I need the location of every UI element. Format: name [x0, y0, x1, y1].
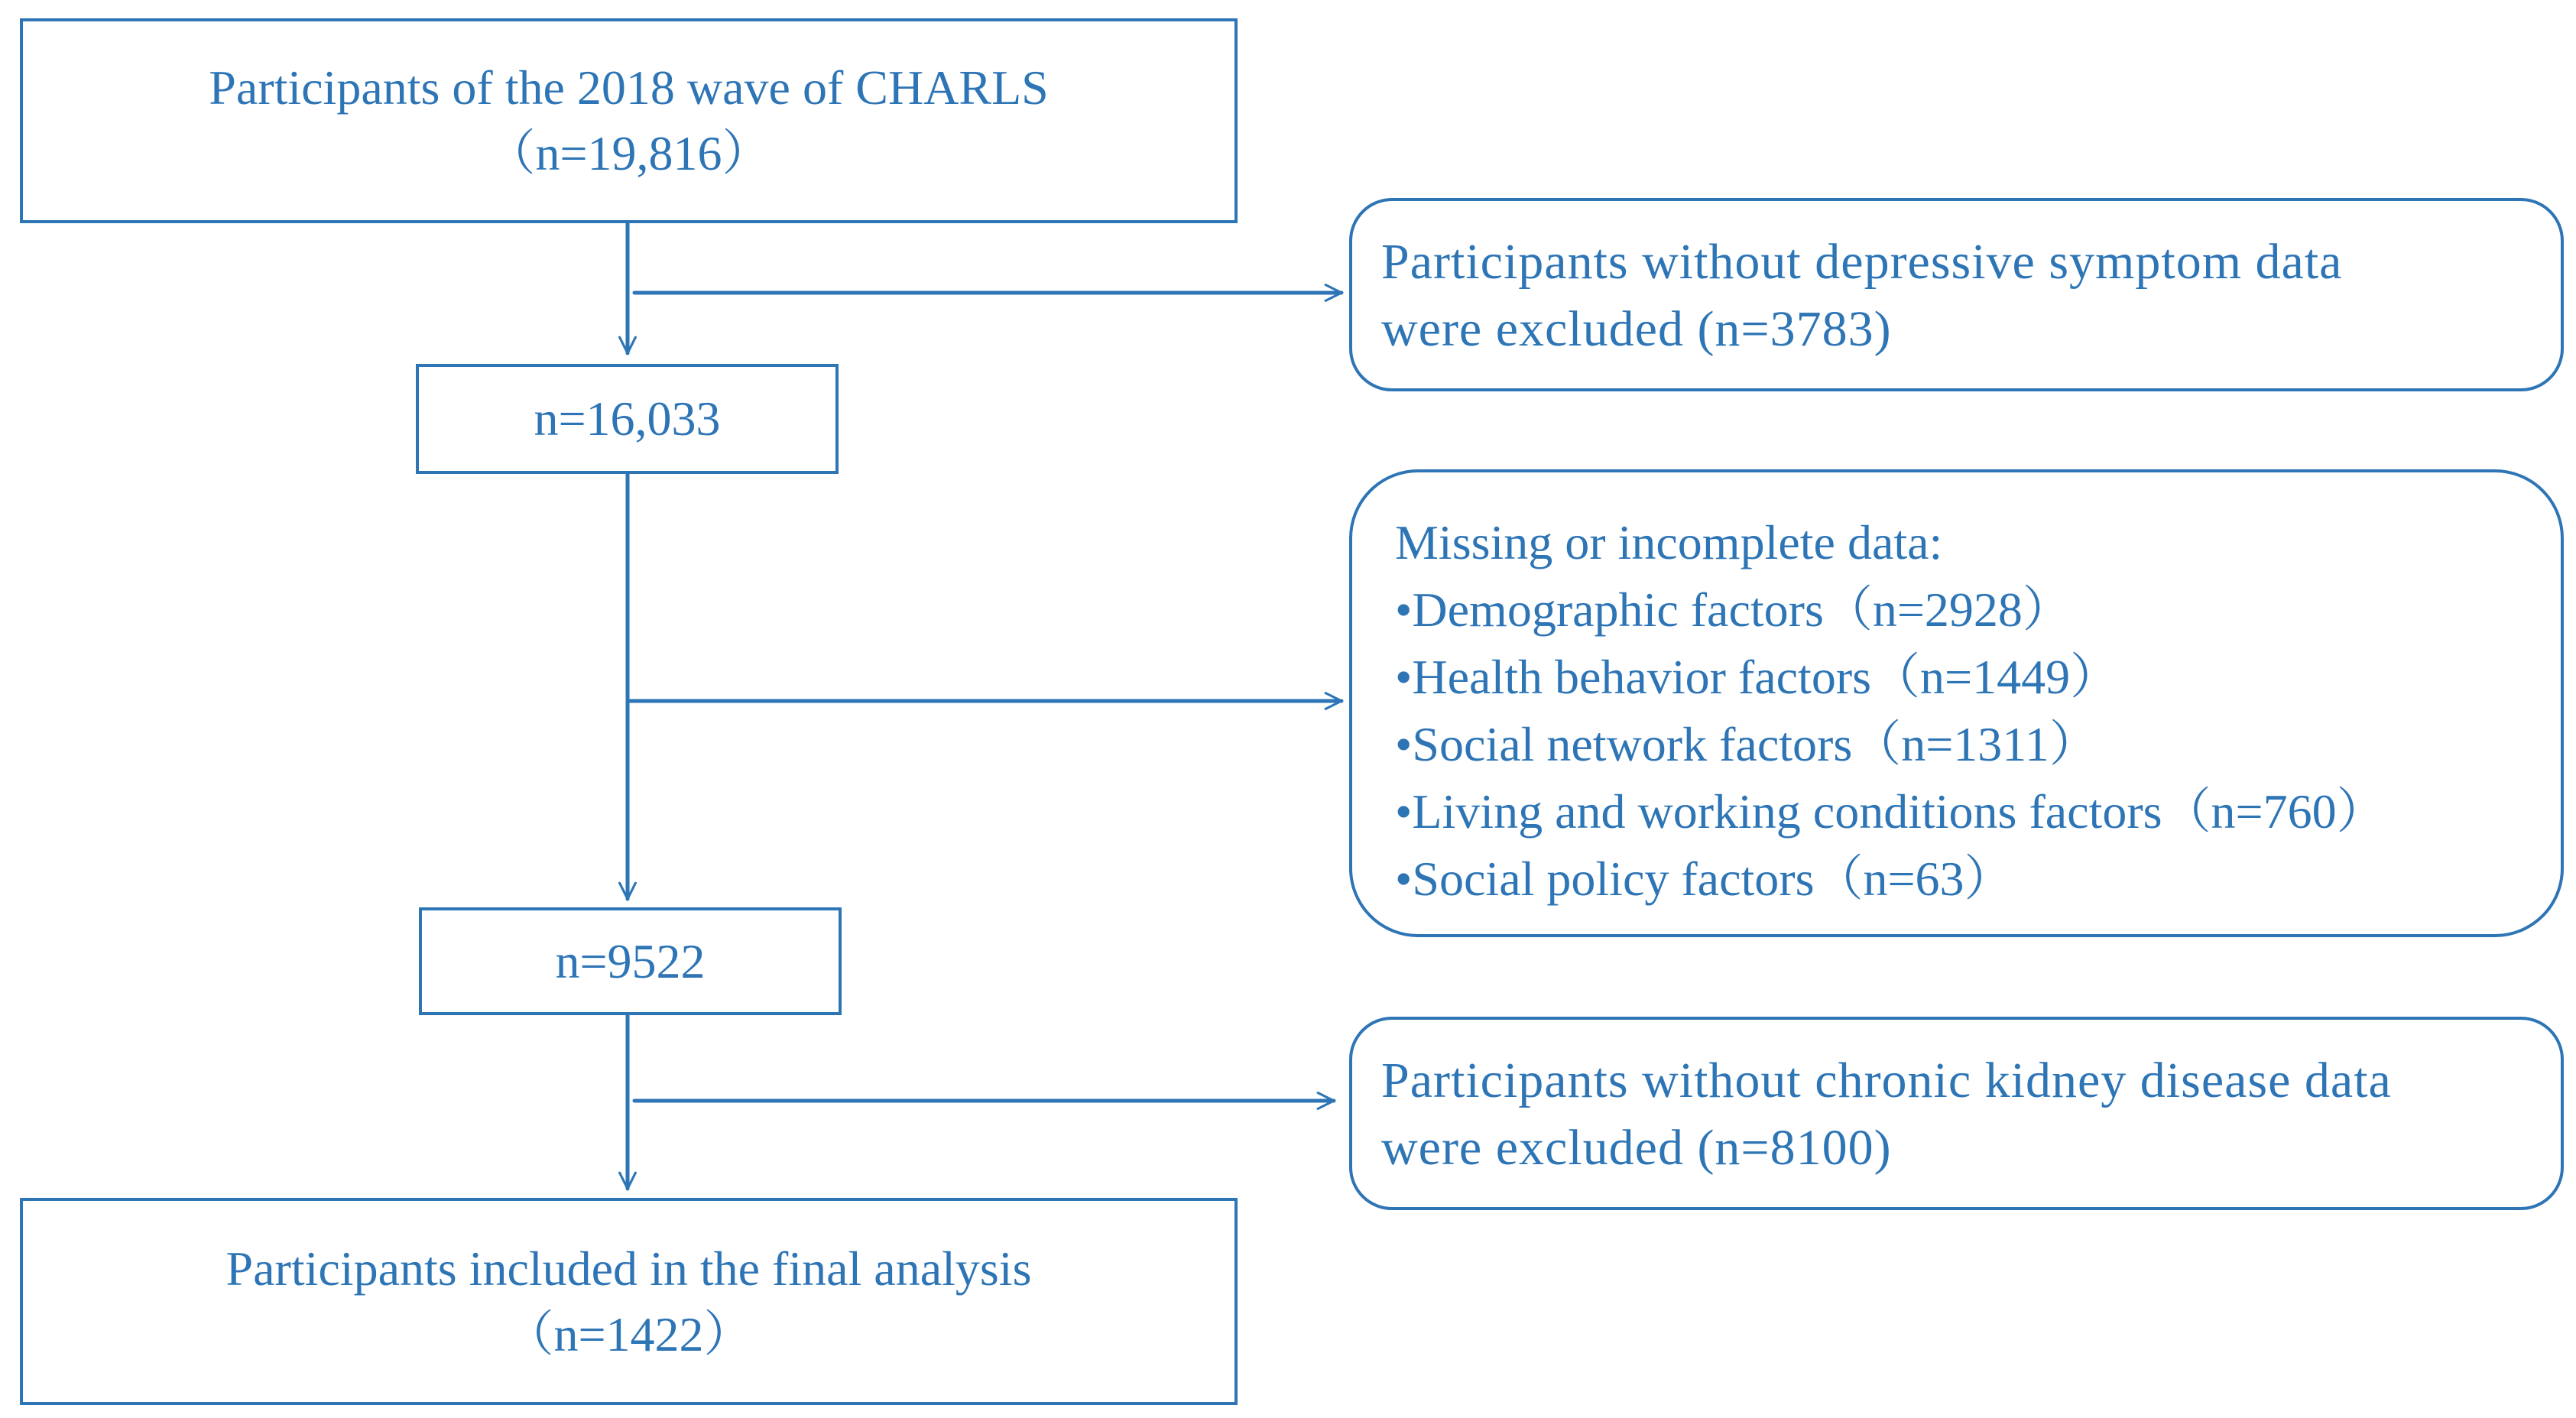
step-box-after-missing [419, 907, 842, 1015]
exclusion-box-missing-data [1349, 469, 2564, 937]
exclusion-missing-item: •Living and working conditions factors（n=760） [1395, 784, 2386, 839]
exclusion-depression-line1: Participants without depressive symptom data [1381, 234, 2343, 290]
step-box-after-depression [416, 364, 839, 474]
exclusion-missing-item: •Social policy factors（n=63） [1395, 852, 2013, 906]
exclusion-missing-item: •Health behavior factors（n=1449） [1395, 650, 2120, 704]
step-box-final [20, 1198, 1238, 1405]
exclusion-kidney-line1: Participants without chronic kidney disease data [1381, 1053, 2392, 1108]
step-after-missing-count: n=9522 [555, 933, 706, 988]
step-box-initial [20, 18, 1238, 223]
step-final-count: （n=1422） [504, 1306, 753, 1361]
exclusion-box-kidney [1349, 1017, 2564, 1210]
exclusion-missing-item: •Demographic factors（n=2928） [1395, 582, 2072, 637]
step-final-title: Participants included in the final analysis [225, 1241, 1032, 1296]
step-initial-count: （n=19,816） [486, 126, 771, 180]
exclusion-depression-line2: were excluded (n=3783) [1381, 301, 1892, 357]
exclusion-box-depression [1349, 198, 2564, 391]
exclusion-missing-heading: Missing or incomplete data: [1395, 515, 1943, 569]
exclusion-kidney-line2: were excluded (n=8100) [1381, 1120, 1892, 1176]
step-initial-title: Participants of the 2018 wave of CHARLS [209, 60, 1049, 115]
step-after-depression-count: n=16,033 [534, 391, 721, 446]
exclusion-missing-item: •Social network factors（n=1311） [1395, 717, 2098, 771]
